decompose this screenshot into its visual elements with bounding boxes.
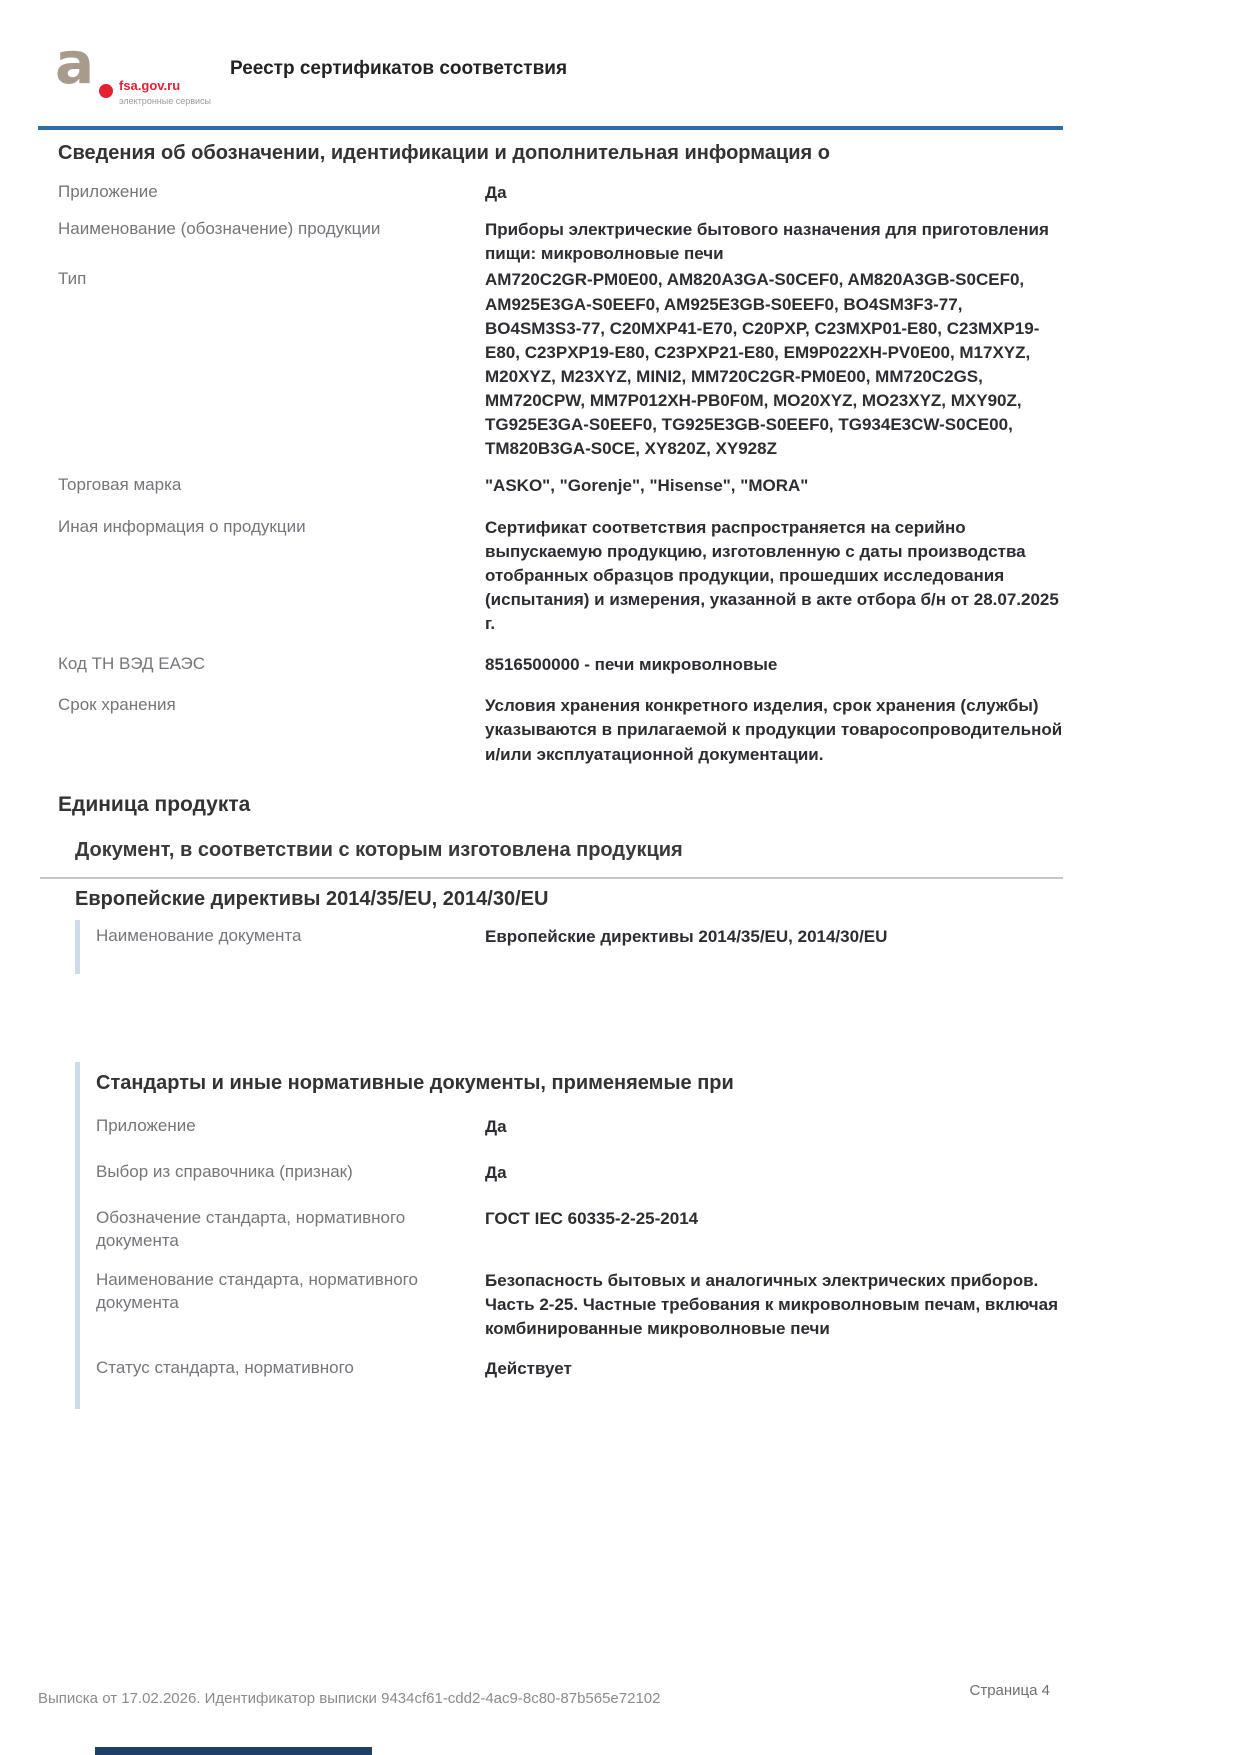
field-label: Иная информация о продукции — [58, 516, 306, 536]
field-label: Наименование документа — [96, 925, 302, 945]
field-label: Статус стандарта, нормативного — [96, 1358, 354, 1378]
fsa-logo-tagline: электронные сервисы — [119, 96, 212, 106]
field-row-oboznachenie-standarta — [96, 1207, 1063, 1253]
field-value: Действует — [485, 1359, 572, 1379]
doc-section-title: Документ, в соответствии с которым изготовлена продукция — [75, 838, 683, 861]
field-value: AM720C2GR-PM0E00, AM820A3GA-S0CEF0, AM820A3GB-S0CEF0, AM925E3GA-S0EEF0, AM925E3GB-S0EEF0, BO4SM3F3-77, BO4SM3S3-77, C20MXP41-E70, C20PXP, C23MXP01-E80, C23MXP19-E80, C23PXP19-E80, C23PXP21-E80, EM9P022XH-PV0E00, M17XYZ, M20XYZ, M23XYZ, MINI2, MM720C2GR-PM0E00, MM720C2GS, MM720CPW, MM7P012XH-PB0F0M, MO20XYZ, MO23XYZ, MXY90Z, TG925E3GA-S0EEF0, TG925E3GB-S0EEF0, TG934E3CW-S0CE00, TM820B3GA-S0CE, XY820Z, XY928Z — [485, 270, 1040, 459]
page-title: Реестр сертификатов соответствия — [230, 58, 568, 79]
field-value: Да — [485, 183, 507, 202]
field-row-vybor-iz-spravochnika — [96, 1161, 1063, 1185]
field-row-status-standarta — [96, 1357, 1063, 1381]
field-value: Условия хранения конкретного изделия, срок хранения (службы) указываются в прилагаемой к продукции товаросопроводительной и/или эксплуатационной документации. — [485, 696, 1063, 764]
field-row-torgovaya-marka — [58, 474, 1063, 498]
field-value: "ASKO", "Gorenje", "Hisense", "MORA" — [485, 476, 809, 496]
directive-group-title: Европейские директивы 2014/35/EU, 2014/30/EU — [75, 887, 549, 910]
fsa-logo-red-dot-icon — [99, 84, 113, 98]
doc-section-divider — [40, 877, 1063, 879]
field-value: 8516500000 - печи микроволновые — [485, 655, 778, 675]
directive-group — [75, 920, 1063, 974]
field-label: Приложение — [58, 182, 158, 201]
field-row-inaya-informaciya — [58, 516, 1063, 637]
field-value: Приборы электрические бытового назначения для приготовления пищи: микроволновые печи — [485, 220, 1049, 264]
field-row-prilozhenie — [58, 181, 1063, 205]
header-divider — [38, 126, 1063, 130]
main-content — [0, 142, 1240, 1409]
field-label: Наименование стандарта, нормативного документа — [96, 1269, 418, 1312]
unit-section-title: Единица продукта — [58, 792, 251, 816]
bottom-page-bar — [95, 1747, 372, 1755]
field-label: Код ТН ВЭД ЕАЭС — [58, 654, 206, 674]
fsa-logo-brand: fsa.gov.ru — [119, 78, 181, 93]
footer-page-number: Страница 4 — [969, 1682, 1050, 1699]
fsa-logo-glyph-icon: а — [55, 29, 95, 97]
field-value: Европейские директивы 2014/35/EU, 2014/30/EU — [485, 926, 888, 946]
footer-extract-info: Выписка от 17.02.2026. Идентификатор выписки 9434cf61-cdd2-4ac9-8c80-87b565e72102 — [38, 1690, 661, 1707]
field-label: Срок хранения — [58, 695, 176, 715]
field-label: Тип — [58, 269, 87, 289]
field-value: ГОСТ IEC 60335-2-25-2014 — [485, 1209, 699, 1228]
field-row-naimenovanie-standarta — [96, 1269, 1063, 1341]
standards-group — [75, 1062, 1063, 1410]
field-row-kod-tn-ved — [58, 653, 1063, 677]
fsa-logo — [55, 29, 225, 112]
field-label: Обозначение стандарта, нормативного документа — [96, 1208, 406, 1250]
field-row-naimenovanie-dokumenta — [96, 925, 1063, 949]
field-label: Приложение — [96, 1115, 196, 1135]
section-info-rows — [58, 181, 1063, 767]
section-info-title: Сведения об обозначении, идентификации и дополнительная информация о — [58, 142, 830, 164]
field-label: Торговая марка — [58, 475, 182, 495]
field-row-srok-hraneniya — [58, 694, 1063, 766]
standards-group-title: Стандарты и иные нормативные документы, применяемые при — [96, 1071, 734, 1094]
field-value: Да — [485, 1116, 507, 1136]
field-row-naimenovanie — [58, 218, 1063, 266]
field-value: Сертификат соответствия распространяется на серийно выпускаемую продукцию, изготовленную с даты производства отобранных образцов продукции, прошедших исследования (испытания) и измерения, указанной в акте отбора б/н от 28.07.2025 г. — [485, 517, 1059, 633]
header — [0, 0, 1240, 126]
field-value: Безопасность бытовых и аналогичных электрических приборов. Часть 2-25. Частные требования к микроволновым печам, включая комбинированные микроволновые печи — [485, 1270, 1059, 1339]
field-label: Выбор из справочника (признак) — [96, 1161, 353, 1181]
field-row-std-prilozhenie — [96, 1115, 1063, 1139]
field-label: Наименование (обозначение) продукции — [58, 219, 381, 239]
field-value: Да — [485, 1162, 507, 1182]
field-row-tip — [58, 268, 1063, 461]
